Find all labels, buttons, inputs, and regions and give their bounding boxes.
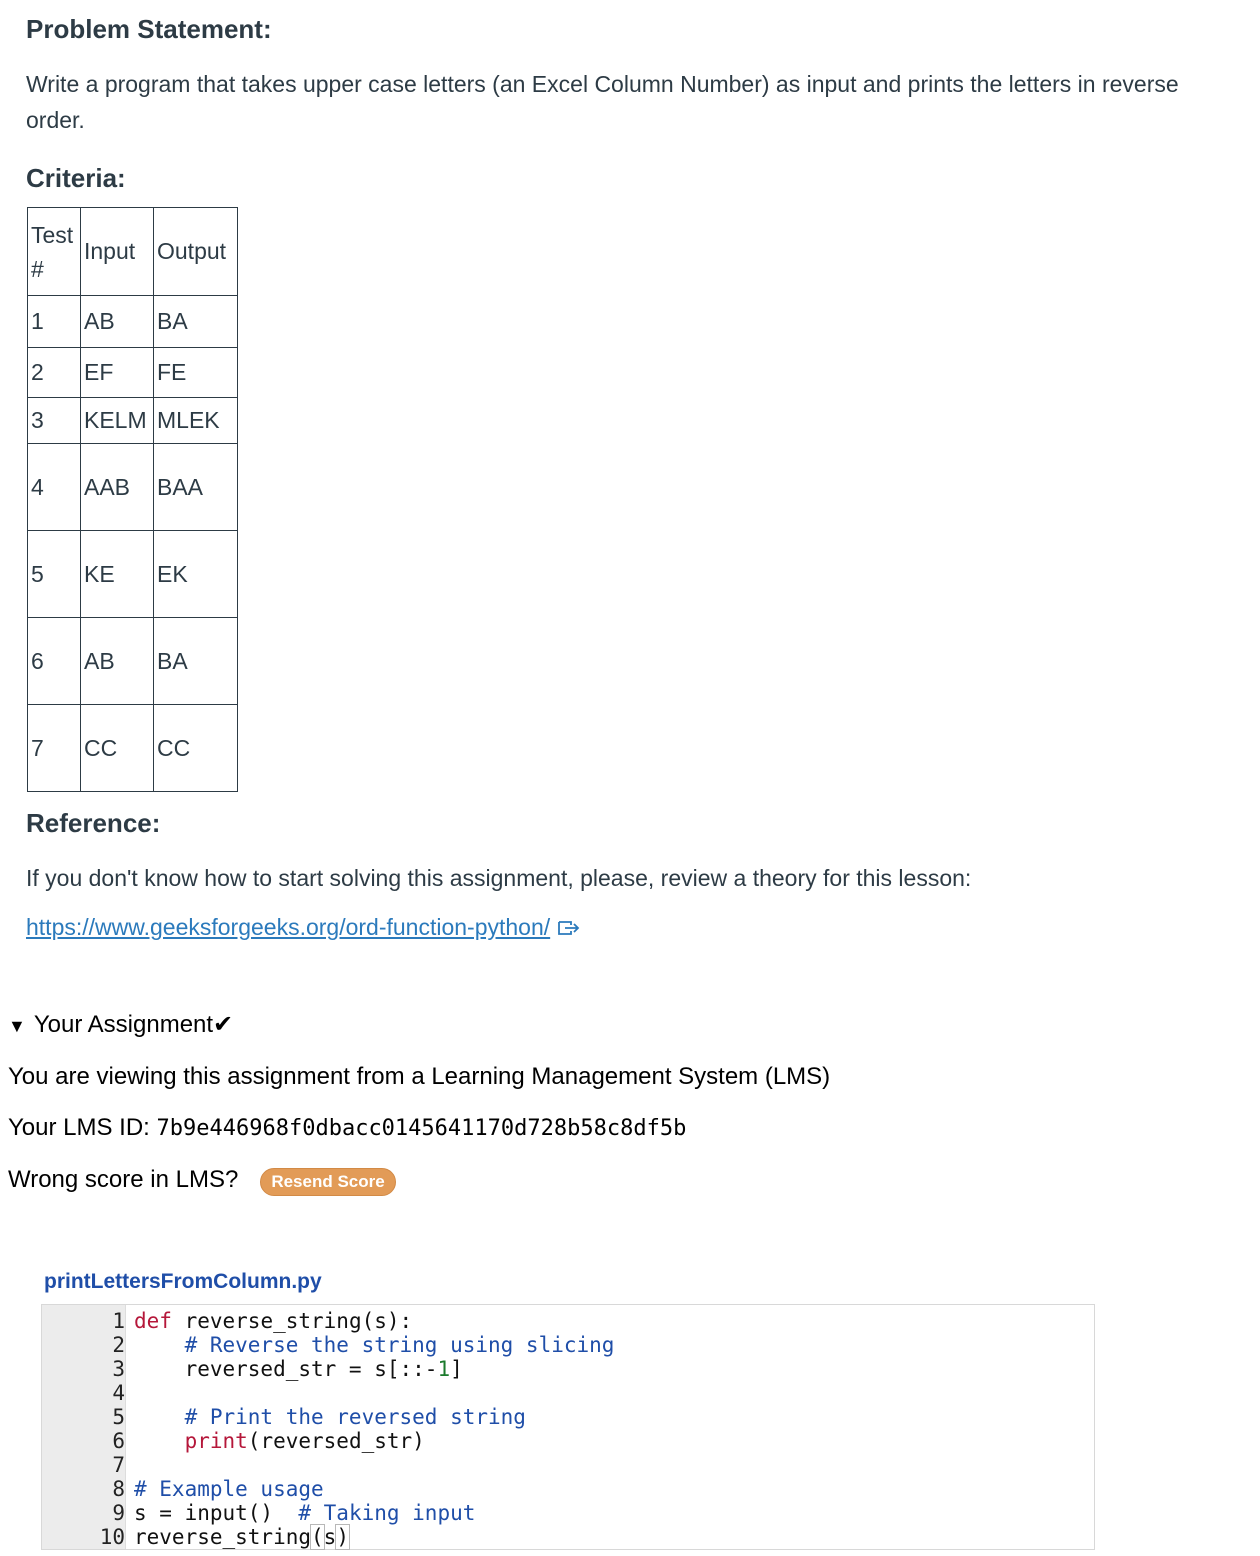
table-row (28, 398, 238, 444)
line-number: 5 (112, 1405, 125, 1429)
code-text: reversed_str = s[::- (134, 1357, 438, 1381)
cell-input: AB (81, 296, 154, 348)
code-line-2: # Reverse the string using slicing (134, 1333, 615, 1357)
assignment-title: Your Assignment✔ (33, 1011, 234, 1038)
reference-link[interactable]: https://www.geeksforgeeks.org/ord-function-python/ (26, 914, 551, 940)
code-text: reverse_string(s): (171, 1309, 413, 1333)
cell-test: 4 (28, 444, 81, 531)
table-row (28, 531, 238, 618)
lms-id-value: 7b9e446968f0dbacc0145641170d728b58c8df5b (156, 1116, 687, 1141)
reference-text: If you don't know how to start solving this assignment, please, review a theory for this lesson: (26, 865, 972, 891)
code-number: 1 (437, 1357, 451, 1381)
cell-input: EF (81, 348, 154, 398)
cell-test: 5 (28, 531, 81, 618)
line-number: 10 (99, 1525, 125, 1549)
line-number-gutter (42, 1305, 126, 1549)
wrong-score-row (8, 1166, 396, 1196)
code-line-9 (134, 1501, 475, 1525)
lms-id-label: Your LMS ID: (8, 1114, 150, 1141)
cell-input: CC (81, 705, 154, 792)
cell-input: AAB (81, 444, 154, 531)
cell-output: EK (154, 531, 238, 618)
line-number: 3 (112, 1357, 125, 1381)
line-number: 9 (112, 1501, 125, 1525)
header-test-label: Test # (31, 221, 74, 282)
cell-test: 2 (28, 348, 81, 398)
cell-output: BA (154, 296, 238, 348)
table-row (28, 348, 238, 398)
lms-id-row (8, 1114, 686, 1142)
cell-output: MLEK (154, 398, 238, 444)
line-number: 2 (112, 1333, 125, 1357)
code-comment: # Taking input (298, 1501, 476, 1525)
cell-output: CC (154, 705, 238, 792)
keyword-print: print (184, 1429, 248, 1453)
table-row (28, 296, 238, 348)
assignment-toggle[interactable] (8, 1010, 233, 1039)
code-text: s (323, 1525, 337, 1549)
cell-input: KE (81, 531, 154, 618)
code-line-5: # Print the reversed string (134, 1405, 526, 1429)
code-filename: printLettersFromColumn.py (44, 1270, 322, 1293)
code-text: s = input() (134, 1501, 299, 1525)
code-text: (reversed_str) (247, 1429, 425, 1453)
problem-heading: Problem Statement: (26, 14, 272, 44)
line-number: 1 (112, 1309, 125, 1333)
code-indent (134, 1429, 185, 1453)
cell-test: 1 (28, 296, 81, 348)
line-number: 7 (112, 1453, 125, 1477)
cell-input: KELM (81, 398, 154, 444)
cell-test: 6 (28, 618, 81, 705)
header-input: Input (81, 208, 154, 296)
code-line-6 (134, 1429, 425, 1453)
triangle-down-icon: ▼ (8, 1016, 26, 1036)
criteria-table (27, 207, 238, 792)
code-line-8: # Example usage (134, 1477, 324, 1501)
problem-text-line-1: Write a program that takes upper case letters (an Excel Column Number) as input and prints the letters in reverse (26, 71, 1179, 97)
code-bracket-close: ) (336, 1525, 349, 1549)
criteria-header-row (28, 208, 238, 296)
problem-text-line-2: order. (26, 107, 85, 133)
code-line-10 (134, 1525, 349, 1549)
keyword-def: def (134, 1309, 172, 1333)
line-number: 6 (112, 1429, 125, 1453)
code-bracket-open: ( (311, 1525, 324, 1549)
reference-link-row (26, 914, 582, 943)
cell-test: 7 (28, 705, 81, 792)
header-test (28, 208, 81, 296)
problem-text (26, 66, 1246, 138)
lms-viewing-text: You are viewing this assignment from a Learning Management System (LMS) (8, 1063, 831, 1090)
reference-heading: Reference: (26, 808, 161, 838)
cell-output: BAA (154, 444, 238, 531)
resend-score-button[interactable]: Resend Score (260, 1168, 395, 1196)
cell-output: BA (154, 618, 238, 705)
code-line-3 (134, 1357, 463, 1381)
cell-input: AB (81, 618, 154, 705)
cell-output: FE (154, 348, 238, 398)
wrong-score-text: Wrong score in LMS? (8, 1166, 239, 1193)
code-editor[interactable] (41, 1304, 1095, 1550)
table-row (28, 618, 238, 705)
criteria-heading: Criteria: (26, 163, 126, 193)
cell-test: 3 (28, 398, 81, 444)
code-line-1 (134, 1309, 412, 1333)
table-row (28, 705, 238, 792)
table-row (28, 444, 238, 531)
code-text: reverse_string (134, 1525, 312, 1549)
code-text: ] (450, 1357, 463, 1381)
header-output: Output (154, 208, 238, 296)
line-number: 4 (112, 1381, 125, 1405)
line-number: 8 (112, 1477, 125, 1501)
external-link-icon[interactable] (556, 918, 582, 943)
